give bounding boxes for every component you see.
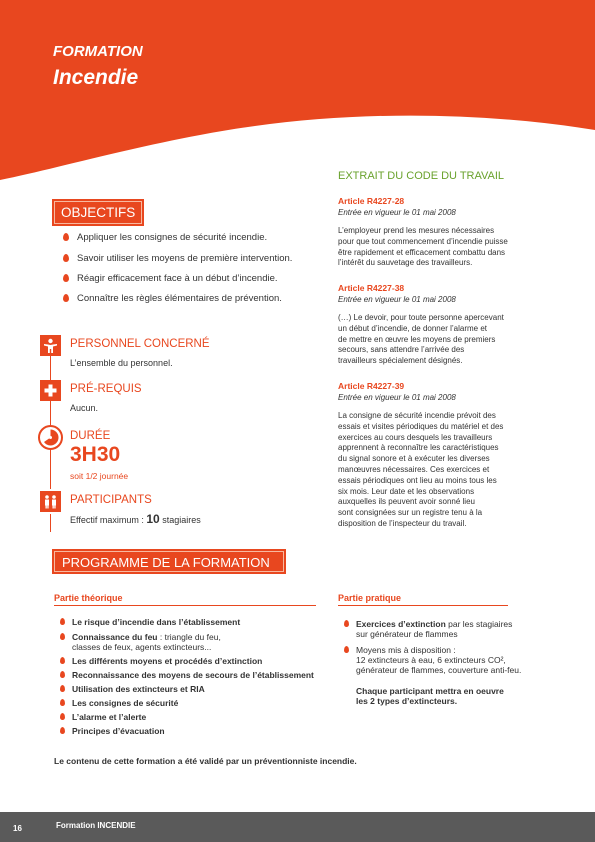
personnel-heading: PERSONNEL CONCERNÉ (70, 338, 210, 350)
article-title: Article R4227-39 (338, 381, 405, 391)
article-title: Article R4227-38 (338, 283, 405, 293)
objectifs-heading: OBJECTIFS (54, 201, 142, 224)
duree-heading: DURÉE (70, 430, 111, 442)
divider (50, 449, 51, 489)
objectif-item: Appliquer les consignes de sécurité incendie. (63, 232, 267, 243)
divider (54, 605, 316, 606)
programme-item: Le risque d’incendie dans l’établissement (72, 617, 240, 627)
person-icon (40, 335, 61, 356)
drop-bullet-icon (60, 671, 65, 678)
article-date: Entrée en vigueur le 01 mai 2008 (338, 295, 456, 304)
divider (50, 356, 51, 380)
drop-bullet-icon (63, 254, 69, 262)
code-travail-heading: EXTRAIT DU CODE DU TRAVAIL (338, 170, 505, 182)
article-body: (…) Le devoir, pour toute personne apercevant un début d’incendie, de donner l’alarme et de mettre en œuvre les moyens de premiers secours, sans attendre l’arrivée des travailleurs spécialement désignés. (338, 313, 504, 366)
drop-bullet-icon (60, 633, 65, 640)
programme-item: Les consignes de sécurité (72, 698, 178, 708)
programme-item: Reconnaissance des moyens de secours de l’établissement (72, 670, 314, 680)
drop-bullet-icon (63, 274, 69, 282)
duree-note: soit 1/2 journée (70, 471, 129, 481)
personnel-text: L’ensemble du personnel. (70, 358, 173, 368)
article-title: Article R4227-28 (338, 196, 405, 206)
drop-bullet-icon (63, 294, 69, 302)
programme-item: Les différents moyens et procédés d’extinction (72, 656, 262, 666)
partie-theorique-title: Partie théorique (54, 593, 123, 603)
article-body: L’employeur prend les mesures nécessaires pour que tout commencement d’incendie puisse être rapidement et efficacement combattu dans l’intérêt du sauvetage des travailleurs. (338, 226, 508, 268)
page-title-formation: FORMATION (53, 43, 143, 60)
group-icon (40, 491, 61, 512)
participants-text: Effectif maximum : 10 stagiaires (70, 512, 201, 526)
programme-item: Principes d’évacuation (72, 726, 165, 736)
header-banner (0, 0, 595, 200)
programme-pratique-item: Moyens mis à disposition : 12 extincteurs à eau, 6 extincteurs CO², générateur de flammes, couverture anti-feu. (356, 645, 521, 675)
drop-bullet-icon (60, 727, 65, 734)
drop-bullet-icon (60, 699, 65, 706)
programme-pratique-note: Chaque participant mettra en oeuvre les 2 types d’extincteurs. (356, 686, 504, 706)
drop-bullet-icon (60, 713, 65, 720)
programme-heading: PROGRAMME DE LA FORMATION (54, 551, 284, 572)
clock-icon (38, 425, 63, 450)
programme-pratique-item: Exercices d’extinction par les stagiaires sur générateur de flammes (356, 619, 512, 639)
drop-bullet-icon (63, 233, 69, 241)
article-date: Entrée en vigueur le 01 mai 2008 (338, 393, 456, 402)
drop-bullet-icon (344, 646, 349, 653)
validation-note: Le contenu de cette formation a été validé par un préventionniste incendie. (54, 756, 357, 766)
programme-item: Utilisation des extincteurs et RIA (72, 684, 205, 694)
divider (50, 514, 51, 532)
divider (50, 401, 51, 425)
objectif-item: Réagir efficacement face à un début d’incendie. (63, 273, 278, 284)
objectif-item: Savoir utiliser les moyens de première intervention. (63, 253, 292, 264)
page-number: 16 (13, 824, 22, 833)
objectif-item: Connaître les règles élémentaires de prévention. (63, 293, 282, 304)
drop-bullet-icon (344, 620, 349, 627)
article-body: La consigne de sécurité incendie prévoit des essais et visites périodiques du matériel et des exercices au cours desquels les travailleurs apprennent à reconnaître les caractéristiques du signal sonore et à exécuter les diverses manœuvres nécessaires. Ces exercices et essais périodiques ont lieu au moins tous les six mois. Leur date et les observations auxquelles ils peuvent avoir sonné lieu sont consignées sur un registre tenu à la disposition de l’inspecteur du travail. (338, 411, 504, 528)
partie-pratique-title: Partie pratique (338, 593, 402, 603)
drop-bullet-icon (60, 685, 65, 692)
page-title-incendie: Incendie (53, 66, 139, 89)
divider (338, 605, 508, 606)
drop-bullet-icon (60, 657, 65, 664)
article-date: Entrée en vigueur le 01 mai 2008 (338, 208, 456, 217)
prerequis-heading: PRÉ-REQUIS (70, 383, 142, 395)
participants-heading: PARTICIPANTS (70, 494, 152, 506)
drop-bullet-icon (60, 618, 65, 625)
footer-label: Formation INCENDIE (56, 821, 136, 830)
programme-item: Connaissance du feu : triangle du feu, classes de feux, agents extincteurs... (72, 632, 221, 652)
prerequis-text: Aucun. (70, 403, 99, 413)
duree-value: 3H30 (70, 443, 121, 466)
plus-icon (40, 380, 61, 401)
programme-item: L’alarme et l’alerte (72, 712, 146, 722)
